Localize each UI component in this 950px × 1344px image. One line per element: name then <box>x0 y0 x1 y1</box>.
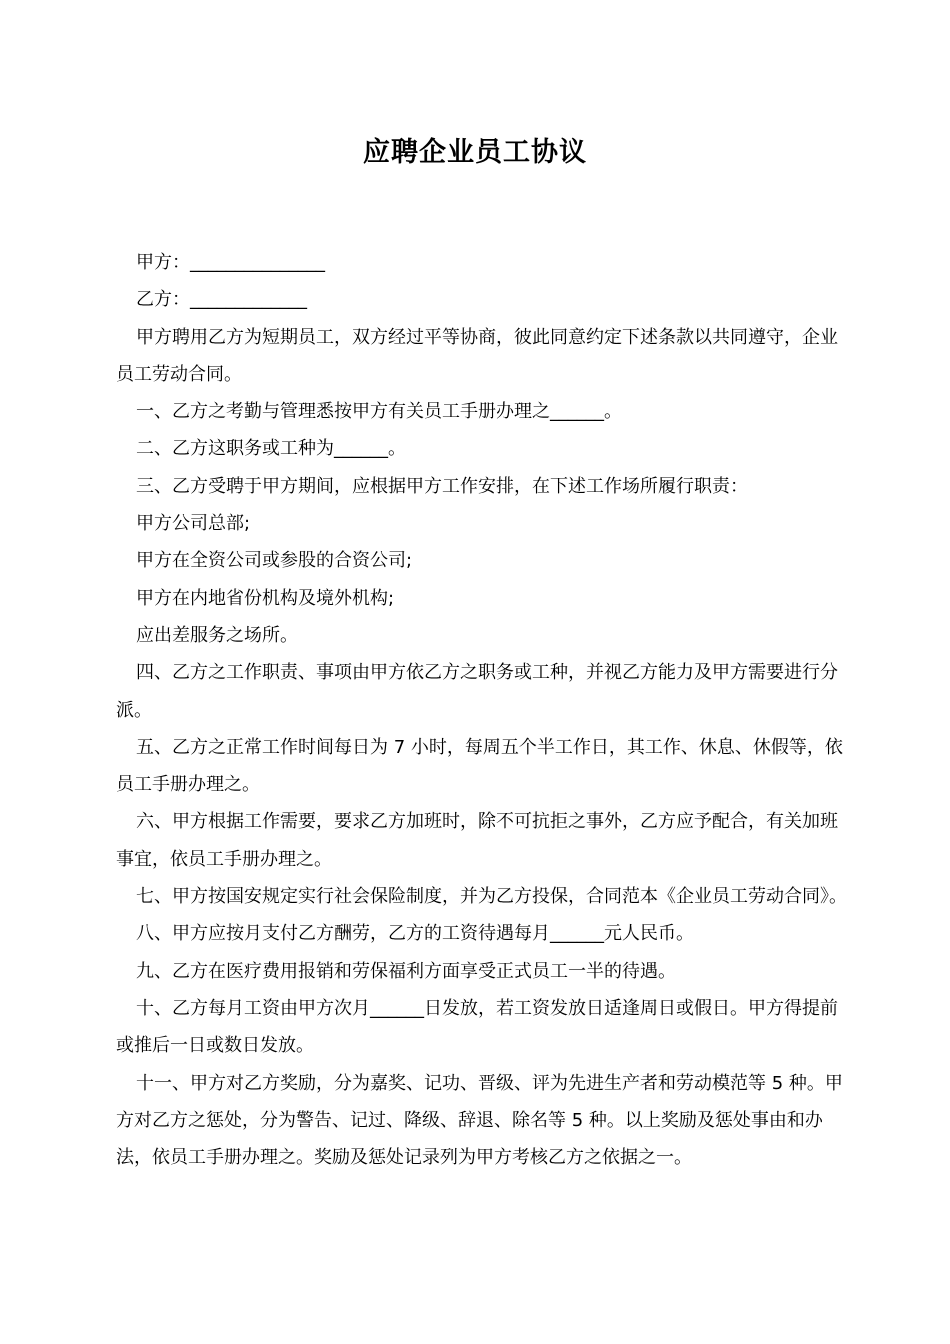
preamble-paragraph: 甲方聘用乙方为短期员工，双方经过平等协商，彼此同意约定下述条款以共同遵守，企业员工劳动合同。 <box>116 326 838 385</box>
clause-10: 十、乙方每月工资由甲方次月______日发放，若工资发放日适逢周日或假日。甲方得提前或推后一日或数日发放。 <box>116 997 838 1057</box>
party-b-line: 乙方：_____________ <box>136 289 307 311</box>
clause-11: 十一、甲方对乙方奖励，分为嘉奖、记功、晋级、评为先进生产者和劳动模范等 5 种。甲方对乙方之惩处，分为警告、记过、降级、辞退、除名等 5 种。以上奖励及惩处事由和办法，依员工手册办理之。奖励及惩处记录列为甲方考核乙方之依据之一。 <box>116 1072 843 1169</box>
clause-4: 四、乙方之工作职责、事项由甲方依乙方之职务或工种，并视乙方能力及甲方需要进行分派。 <box>116 662 838 721</box>
clause-2: 二、乙方这职务或工种为______。 <box>136 438 406 460</box>
clause-5: 五、乙方之正常工作时间每日为 7 小时，每周五个半工作日，其工作、休息、休假等，依员工手册办理之。 <box>116 736 843 796</box>
workplace-item-3: 甲方在内地省份机构及境外机构; <box>136 587 395 609</box>
clause-6: 六、甲方根据工作需要，要求乙方加班时，除不可抗拒之事外，乙方应予配合，有关加班事宜，依员工手册办理之。 <box>116 811 838 870</box>
clause-9: 九、乙方在医疗费用报销和劳保福利方面享受正式员工一半的待遇。 <box>136 960 676 982</box>
clause-8: 八、甲方应按月支付乙方酬劳，乙方的工资待遇每月______元人民币。 <box>136 923 694 945</box>
workplace-item-1: 甲方公司总部; <box>136 513 251 535</box>
party-a-line: 甲方：_______________ <box>136 252 325 273</box>
document-title: 应聘企业员工协议 <box>363 137 587 168</box>
clause-7: 七、甲方按国安规定实行社会保险制度，并为乙方投保，合同范本《企业员工劳动合同》。 <box>136 886 847 908</box>
clause-3: 三、乙方受聘于甲方期间，应根据甲方工作安排，在下述工作场所履行职责： <box>136 475 748 497</box>
workplace-item-4: 应出差服务之场所。 <box>136 624 298 646</box>
workplace-item-2: 甲方在全资公司或参股的合资公司; <box>136 550 413 572</box>
clause-1: 一、乙方之考勤与管理悉按甲方有关员工手册办理之______。 <box>136 401 622 423</box>
document-body <box>116 244 852 1176</box>
